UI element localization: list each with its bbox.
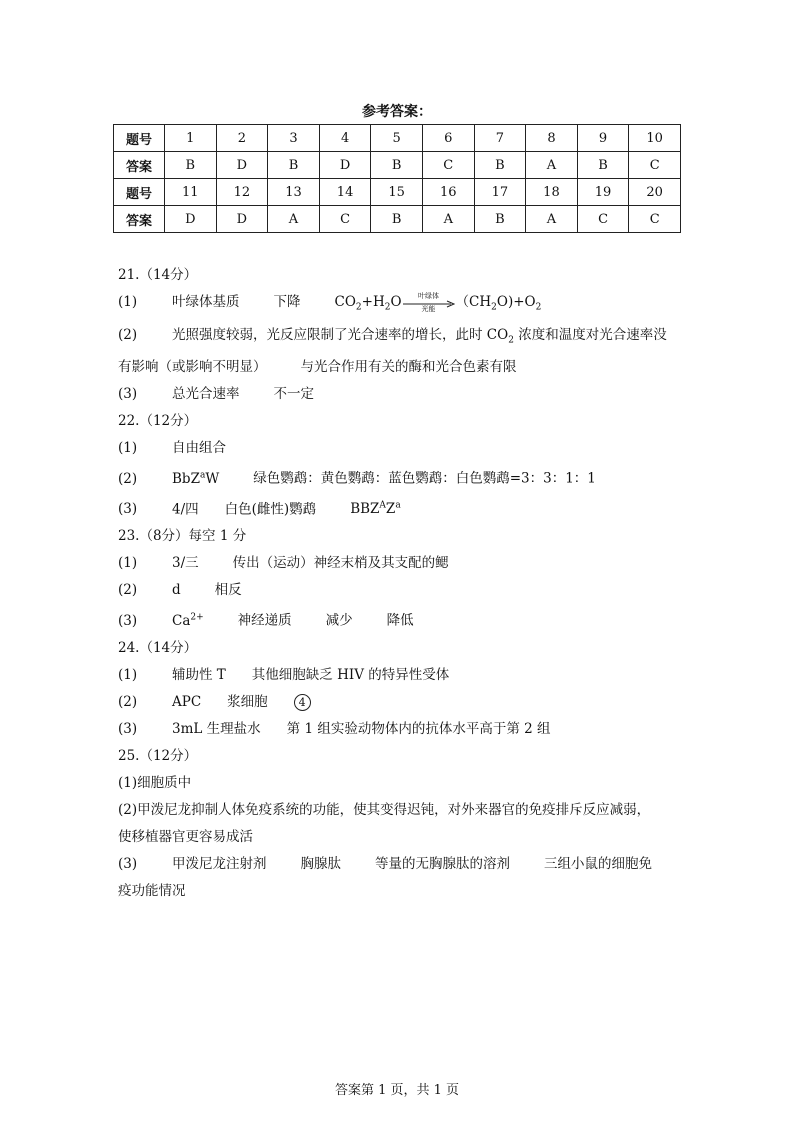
table-cell: C xyxy=(319,206,371,233)
circled-number: 4 xyxy=(294,694,311,711)
part-number: (3) xyxy=(118,855,138,872)
answer-text: 下降 xyxy=(273,294,301,310)
answer-text: 不一定 xyxy=(273,386,314,403)
answer-text: 浆细胞 xyxy=(227,693,268,710)
table-cell: 10 xyxy=(629,125,681,152)
ion-formula: $Ca^{2+}$ xyxy=(172,612,204,629)
q23-part2 xyxy=(118,577,678,604)
answer-text: 4/四 xyxy=(172,501,199,518)
answer-table xyxy=(113,124,681,233)
part-number: (1) xyxy=(118,294,138,310)
arrow-top-label: 叶绿体 xyxy=(418,291,440,300)
part-number: (2) xyxy=(118,582,138,599)
part-number: (2) xyxy=(118,693,138,710)
q22-heading: 22.（12分） xyxy=(118,413,198,430)
table-cell: 6 xyxy=(422,125,474,152)
answer-text: 甲泼尼龙注射剂 xyxy=(172,855,267,872)
answer-text: 传出（运动）神经末梢及其支配的鳃 xyxy=(232,555,449,572)
part-number: (3) xyxy=(118,612,138,629)
table-cell: C xyxy=(629,152,681,179)
part-number: (1) xyxy=(118,440,138,457)
answer-text: 三组小鼠的细胞免 xyxy=(544,855,652,872)
q22-part2 xyxy=(118,462,678,493)
answer-text: 减少 xyxy=(325,612,353,629)
table-cell: B xyxy=(268,152,320,179)
q25-part3-line1 xyxy=(118,851,678,878)
table-cell: A xyxy=(526,206,578,233)
table-cell: D xyxy=(216,206,268,233)
q25-part2-line2: 使移植器官更容易成活 xyxy=(118,828,253,845)
table-cell: 11 xyxy=(165,179,217,206)
q21-heading: 21.（14分） xyxy=(118,267,198,283)
table-row-nums-1 xyxy=(114,125,681,152)
answer-text: 光照强度较弱，光反应限制了光合速率的增长，此时 CO xyxy=(172,326,509,343)
genotype: $BBZ^AZ^a$ xyxy=(350,500,401,518)
q22-part3 xyxy=(118,493,678,524)
answer-text: APC xyxy=(172,693,202,710)
genotype: BbZ$^a$W xyxy=(172,470,220,487)
page-footer: 答案第 1 页，共 1 页 xyxy=(334,1083,460,1098)
q21-part1 xyxy=(118,289,678,322)
q23-heading: 23.（8分）每空 1 分 xyxy=(118,528,247,545)
table-cell: 14 xyxy=(319,179,371,206)
answer-text: 3mL 生理盐水 xyxy=(172,720,261,737)
table-cell: 5 xyxy=(371,125,423,152)
part-number: (1) xyxy=(118,555,138,572)
table-cell: 4 xyxy=(319,125,371,152)
answer-text: 有影响（或影响不明显） xyxy=(118,359,267,376)
table-cell: 12 xyxy=(216,179,268,206)
q22-part1 xyxy=(118,435,678,462)
table-cell: A xyxy=(422,206,474,233)
q24-part1 xyxy=(118,662,678,689)
part-number: (1) xyxy=(118,666,138,683)
table-cell: B xyxy=(371,206,423,233)
answer-text: 总光合速率 xyxy=(172,386,240,403)
table-cell: 20 xyxy=(629,179,681,206)
table-cell: C xyxy=(629,206,681,233)
q24-part2 xyxy=(118,689,678,716)
answer-text: 浓度和温度对光合速率没 xyxy=(513,326,667,343)
table-cell: 19 xyxy=(577,179,629,206)
answer-text: 叶绿体基质 xyxy=(172,294,240,310)
q21-part2-line2 xyxy=(118,354,678,381)
answer-text: 胸腺肽 xyxy=(300,855,341,872)
answer-text: 与光合作用有关的酶和光合色素有限 xyxy=(300,359,517,376)
table-cell: 16 xyxy=(422,179,474,206)
table-cell: 7 xyxy=(474,125,526,152)
answer-text: 第 1 组实验动物体内的抗体水平高于第 2 组 xyxy=(286,720,551,737)
q25-heading: 25.（12分） xyxy=(118,747,198,764)
q24-heading: 24.（14分） xyxy=(118,639,198,656)
reaction-arrow-icon xyxy=(403,291,455,313)
arrow-bottom-label: 光能 xyxy=(421,304,436,313)
row-label-num: 题号 xyxy=(114,125,165,152)
q21-part2-line1: (2) 光照强度较弱，光反应限制了光合速率的增长，此时 $CO_2$ 浓度和温度对光合速率没 xyxy=(118,322,678,355)
table-cell: 3 xyxy=(268,125,320,152)
answer-text: d xyxy=(172,582,181,599)
part-number: (3) xyxy=(118,386,138,403)
table-cell: B xyxy=(165,152,217,179)
part-number: (3) xyxy=(118,720,138,737)
answer-text: 自由组合 xyxy=(172,440,226,457)
q23-part1 xyxy=(118,550,678,577)
q24-part3 xyxy=(118,716,678,743)
table-cell: B xyxy=(474,152,526,179)
answer-text: 降低 xyxy=(386,612,414,629)
table-cell: B xyxy=(577,152,629,179)
table-cell: A xyxy=(526,152,578,179)
table-cell: D xyxy=(165,206,217,233)
table-cell: 2 xyxy=(216,125,268,152)
part-number: (2) xyxy=(118,326,138,343)
table-cell: A xyxy=(268,206,320,233)
table-cell: 1 xyxy=(165,125,217,152)
q25-part2-line1: (2)甲泼尼龙抑制人体免疫系统的功能，使其变得迟钝，对外来器官的免疫排斥反应减弱， xyxy=(118,801,651,818)
equation: $CO_2+H_2O$ 叶绿体 光能 $(CH_2O)+O_2$ xyxy=(334,291,542,313)
q25-part1: (1)细胞质中 xyxy=(118,774,192,791)
part-number: (2) xyxy=(118,470,138,487)
answer-title: 参考答案： xyxy=(362,104,432,120)
table-cell: 8 xyxy=(526,125,578,152)
q21-part3 xyxy=(118,381,678,408)
table-row-ans-1 xyxy=(114,152,681,179)
table-cell: 13 xyxy=(268,179,320,206)
part-number: (3) xyxy=(118,501,138,518)
table-cell: B xyxy=(371,152,423,179)
q23-part3 xyxy=(118,604,678,635)
table-cell: D xyxy=(319,152,371,179)
answer-text: 神经递质 xyxy=(237,612,292,629)
table-cell: 9 xyxy=(577,125,629,152)
row-label-ans: 答案 xyxy=(114,206,165,233)
answer-text: 其他细胞缺乏 HIV 的特异性受体 xyxy=(251,666,450,683)
table-cell: C xyxy=(422,152,474,179)
table-cell: C xyxy=(577,206,629,233)
row-label-num: 题号 xyxy=(114,179,165,206)
answer-text: 相反 xyxy=(214,582,242,599)
table-cell: 15 xyxy=(371,179,423,206)
answer-text: 白色(雌性)鹦鹉 xyxy=(224,501,317,518)
answer-text: 绿色鹦鹉：黄色鹦鹉：蓝色鹦鹉：白色鹦鹉=3：3：1：1 xyxy=(253,470,596,487)
table-cell: 17 xyxy=(474,179,526,206)
answer-content xyxy=(118,262,678,905)
table-row-ans-2 xyxy=(114,206,681,233)
answer-text: 3/三 xyxy=(172,555,199,572)
row-label-ans: 答案 xyxy=(114,152,165,179)
q25-part3-line2: 疫功能情况 xyxy=(118,882,186,899)
table-cell: 18 xyxy=(526,179,578,206)
table-row-nums-2 xyxy=(114,179,681,206)
answer-text: 辅助性 T xyxy=(172,666,226,683)
table-cell: B xyxy=(474,206,526,233)
table-cell: D xyxy=(216,152,268,179)
answer-text: 等量的无胸腺肽的溶剂 xyxy=(375,855,510,872)
